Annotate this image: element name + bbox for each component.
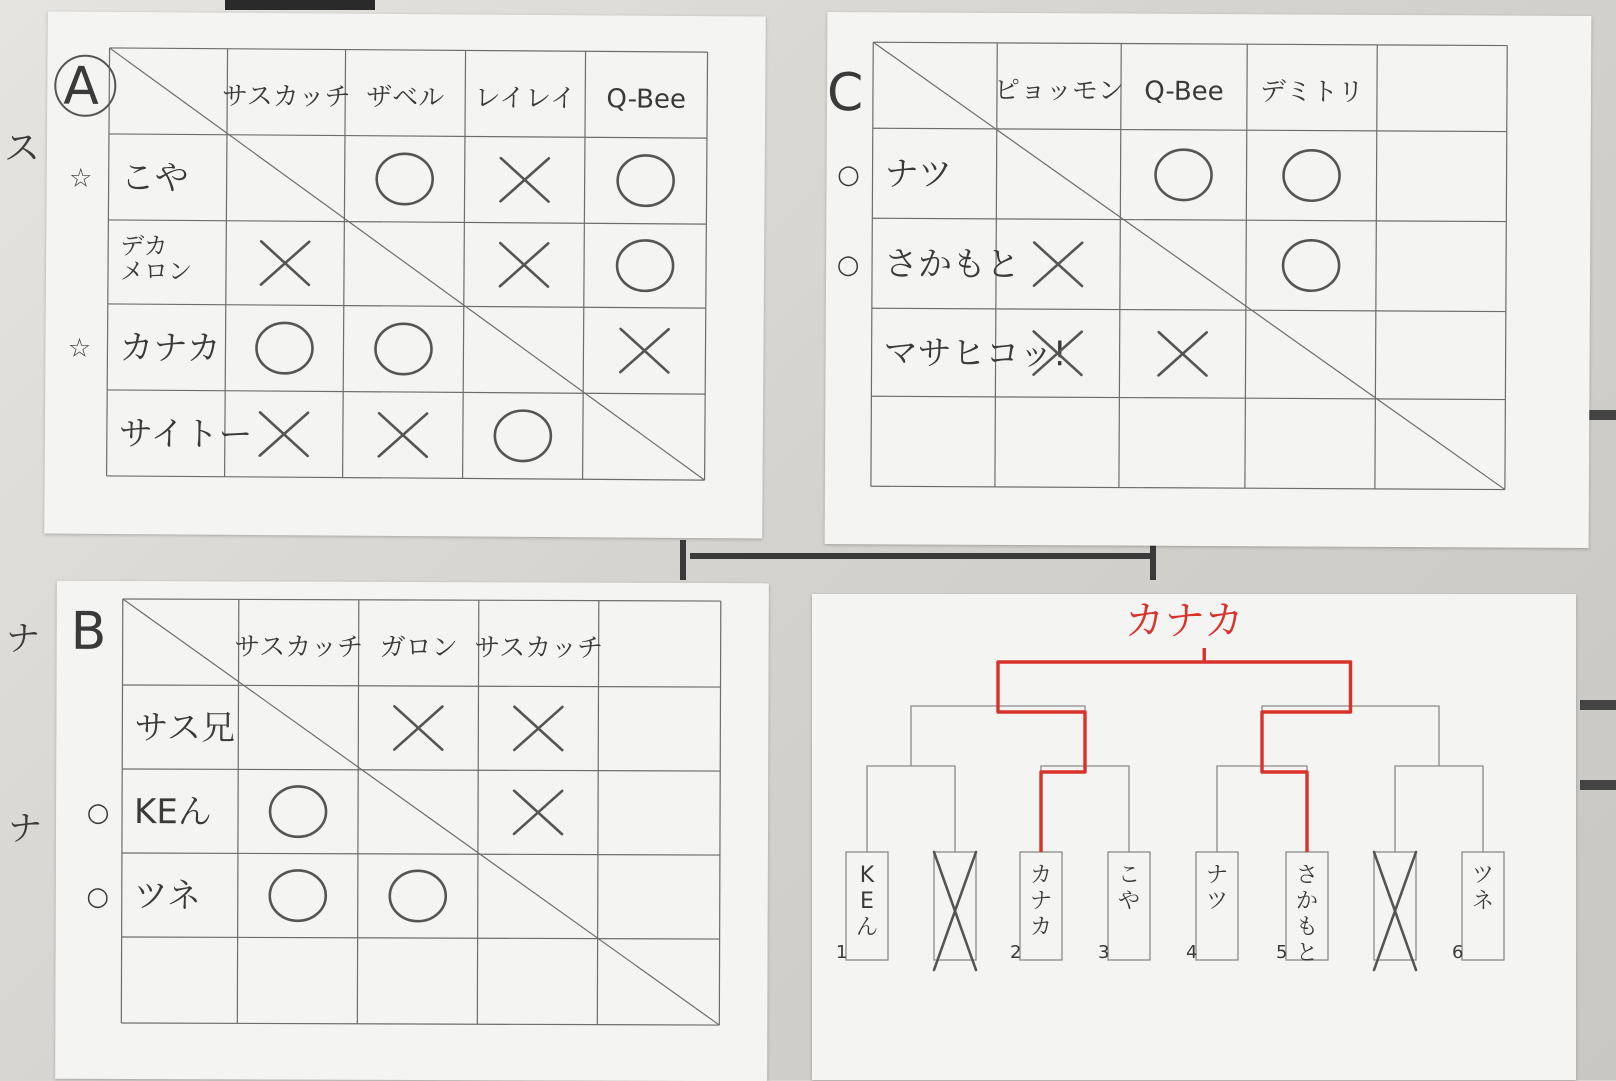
group-b-row-note: ○ — [86, 797, 110, 828]
group-b-label: B — [70, 601, 107, 662]
group-c-row-name: ナツ — [884, 154, 953, 195]
group-b-row-name: KEん — [133, 792, 212, 833]
group-a-sheet — [44, 12, 766, 539]
bracket-entrant — [1108, 852, 1150, 960]
bracket-entrant-name: ナツ — [1205, 863, 1229, 914]
svg-text:ナ: ナ — [6, 619, 40, 659]
group-c-cell-mark — [1159, 332, 1207, 375]
bracket-entrant-name: こや — [1117, 863, 1141, 914]
group-c-table — [825, 12, 1592, 548]
svg-text:ナ: ナ — [8, 809, 42, 849]
group-b-cell-mark — [270, 786, 326, 837]
group-a-label: A — [63, 56, 100, 117]
group-a-cell-mark — [375, 324, 431, 375]
group-a-cell-mark — [379, 413, 427, 457]
bracket-entrant-name: カナカ — [1029, 863, 1053, 940]
group-b-col-header: サスカッチ — [474, 633, 604, 664]
group-b-cell-mark — [514, 791, 562, 834]
bracket-entrant-name: K E ん — [855, 863, 879, 940]
group-a-row-name: カナカ — [119, 328, 221, 369]
group-a-col-header: Q-Bee — [606, 84, 687, 115]
group-b-sheet — [55, 581, 769, 1081]
group-b-cell-mark — [270, 870, 326, 921]
group-c-cell-mark — [1283, 240, 1339, 291]
group-a-cell-mark — [500, 243, 548, 287]
group-a-col-header: サスカッチ — [221, 81, 351, 113]
bracket-seed: 6 — [1452, 942, 1464, 963]
group-c-label: C — [826, 63, 864, 124]
bracket-entrant — [1196, 852, 1238, 960]
bracket-seed: 5 — [1276, 942, 1288, 963]
bracket-seed: 3 — [1098, 942, 1110, 963]
group-b-cell-mark — [514, 707, 562, 750]
bracket-entrant-name: さかもと — [1295, 863, 1319, 966]
bracket-lines — [867, 662, 1483, 852]
bracket-champion: カナカ — [1124, 598, 1244, 644]
bracket-entrant — [1462, 852, 1504, 960]
group-c-cell-mark — [1283, 150, 1339, 201]
group-b-row-name: ツネ — [133, 876, 202, 917]
bracket-sheet — [812, 594, 1576, 1080]
group-a-col-header: ザベル — [366, 82, 445, 114]
group-a-row-name: サイトー — [118, 414, 253, 455]
group-b-col-header: サスカッチ — [234, 632, 364, 663]
group-b-cell-mark — [394, 706, 442, 749]
group-a-row-note: ☆ — [68, 163, 93, 194]
bracket-entrant — [934, 852, 976, 970]
group-a-cell-mark — [495, 410, 551, 461]
group-c-row-note: ○ — [837, 160, 860, 191]
group-c-row-name: マサヒコッ! — [883, 333, 1067, 375]
bracket-entrant-name: ツネ — [1471, 863, 1495, 914]
group-c-col-header: Q-Bee — [1144, 76, 1224, 107]
group-c-col-header: ピョッモン — [993, 75, 1125, 107]
group-c-cell-mark — [1155, 150, 1211, 201]
group-a-cell-mark — [376, 154, 432, 205]
bracket-entrant — [1020, 852, 1062, 960]
group-c-col-header: デミトリ — [1259, 77, 1365, 108]
group-a-cell-mark — [260, 412, 308, 456]
group-a-cell-mark — [617, 155, 673, 206]
group-a-cell-mark — [617, 240, 673, 291]
bracket-entrant — [1286, 852, 1328, 966]
group-a-table — [44, 12, 766, 539]
group-b-row-name: サス兄 — [134, 708, 236, 749]
group-a-cell-mark — [620, 329, 668, 373]
group-a-row-name: こや — [120, 158, 189, 199]
group-a-col-header: レイレイ — [474, 83, 577, 115]
bracket-winner-path — [998, 648, 1351, 852]
group-c-row-name: さかもと — [883, 244, 1021, 286]
group-a-cell-mark — [256, 323, 312, 374]
group-b-table — [55, 581, 769, 1081]
group-a-row-name: デカメロン — [119, 232, 193, 286]
group-c-row-note: ○ — [836, 250, 860, 281]
group-c-cell-mark — [1034, 242, 1082, 285]
bracket-seed: 1 — [836, 942, 848, 963]
group-b-row-note: ○ — [86, 881, 110, 912]
bracket-entrant — [1374, 852, 1416, 970]
group-c-sheet — [825, 12, 1592, 548]
bracket-seed: 4 — [1186, 942, 1198, 963]
svg-text:ス: ス — [4, 128, 41, 169]
bracket-entrant — [846, 852, 888, 960]
bracket-seed: 2 — [1010, 942, 1022, 963]
group-a-cell-mark — [501, 158, 549, 202]
group-a-row-note: ☆ — [67, 333, 92, 364]
group-b-col-header: ガロン — [379, 632, 458, 664]
tournament-bracket — [812, 594, 1576, 1080]
group-b-cell-mark — [390, 871, 446, 922]
group-a-cell-mark — [261, 241, 309, 285]
